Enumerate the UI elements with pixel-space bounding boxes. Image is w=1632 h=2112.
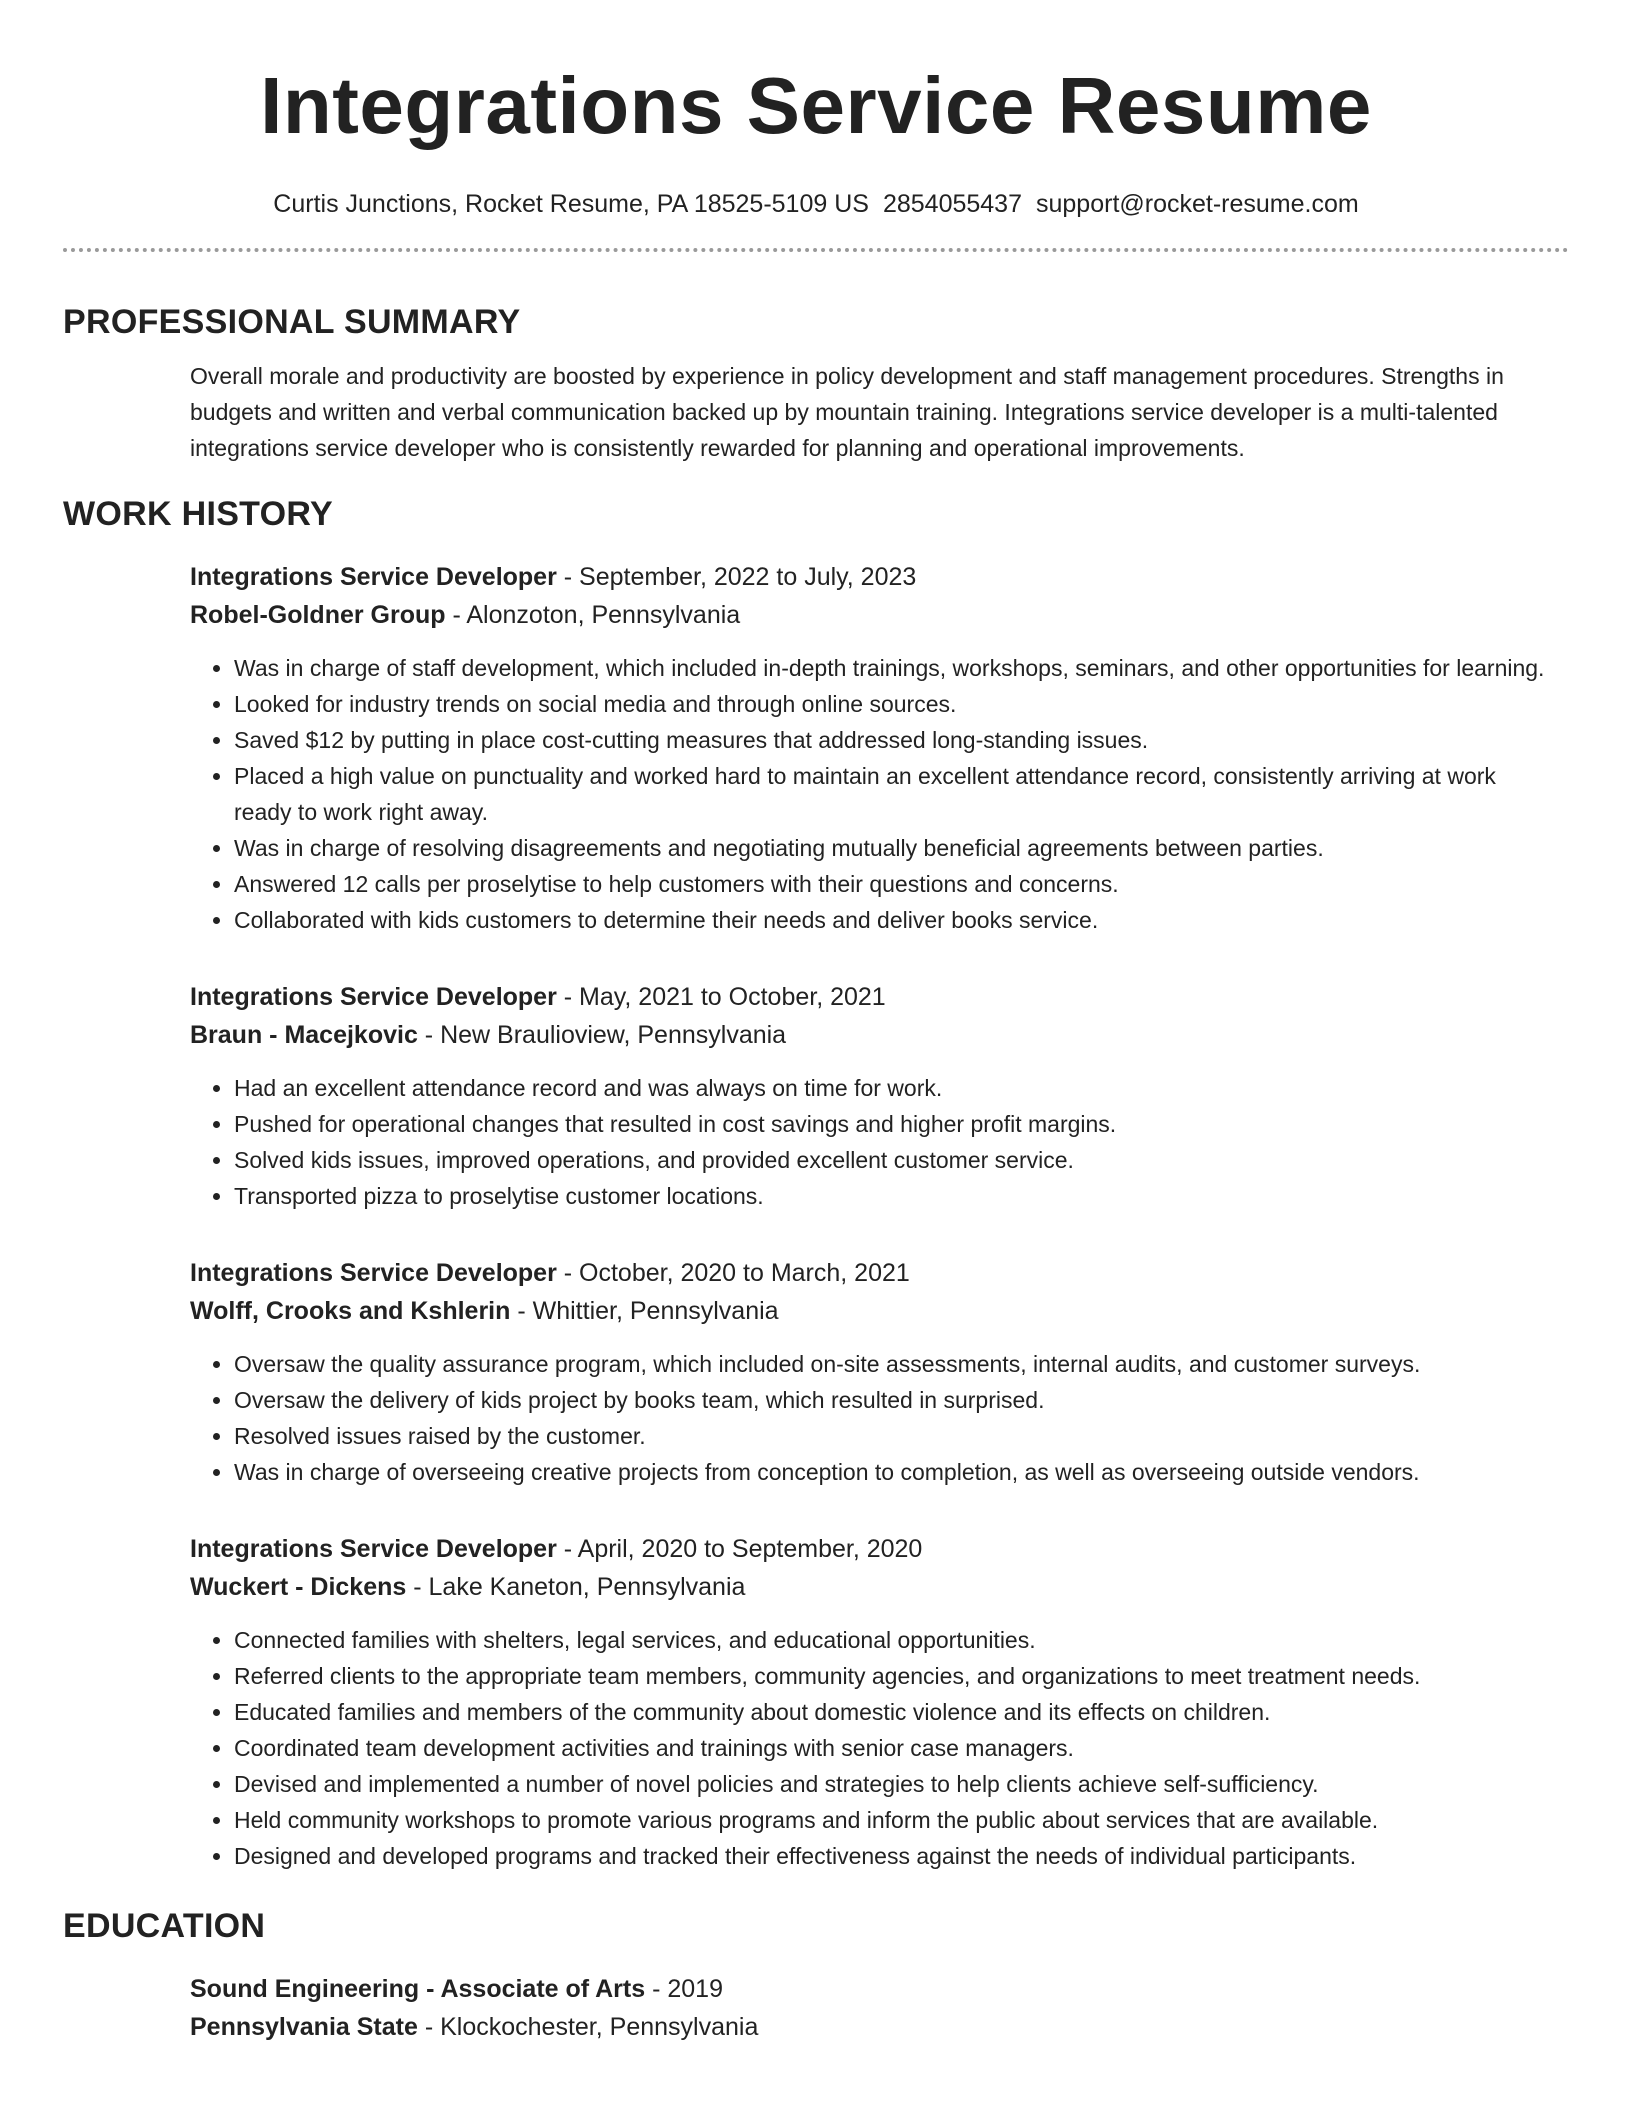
job-bullet-list [190,1622,1559,1874]
job-bullet: • Pushed for operational changes that resulted in cost savings and higher profit margins. [234,1106,1559,1142]
job-dates: - October, 2020 to March, 2021 [556,1259,910,1287]
job-title-line [190,1530,1559,1568]
job-bullet: • Resolved issues raised by the customer. [234,1418,1559,1454]
contact-email: support@rocket-resume.com [1036,190,1359,218]
job-bullet: • Oversaw the delivery of kids project by books team, which resulted in surprised. [234,1382,1559,1418]
job-bullet: • Devised and implemented a number of novel policies and strategies to help clients achieve self-sufficiency. [234,1766,1559,1802]
job-entry [190,978,1559,1214]
education-location: - Klockochester, Pennsylvania [417,2013,759,2041]
education-degree-line [190,1970,1559,2008]
resume-title: Integrations Service Resume [260,61,1372,150]
job-bullet: • Saved $12 by putting in place cost-cutting measures that addressed long-standing issues. [234,722,1559,758]
job-bullet: • Looked for industry trends on social media and through online sources. [234,686,1559,722]
job-title: Integrations Service Developer [190,983,557,1011]
job-location: - New Braulioview, Pennsylvania [417,1021,787,1049]
job-bullet: • Was in charge of staff development, which included in-depth trainings, workshops, seminars, and other opportunities for learning. [234,650,1559,686]
job-title-line [190,978,1559,1016]
job-title-line [190,558,1559,596]
job-location: - Whittier, Pennsylvania [510,1297,779,1325]
job-dates: - September, 2022 to July, 2023 [556,563,917,591]
job-title: Integrations Service Developer [190,1535,557,1563]
professional-summary-section [63,300,1569,466]
contact-address: Curtis Junctions, Rocket Resume, PA 18525-5109 US [273,190,869,218]
job-title: Integrations Service Developer [190,1259,557,1287]
job-bullet: • Transported pizza to proselytise customer locations. [234,1178,1559,1214]
job-bullet: • Connected families with shelters, legal services, and educational opportunities. [234,1622,1559,1658]
job-bullet: • Designed and developed programs and tracked their effectiveness against the needs of individual participants. [234,1838,1559,1874]
job-company-line [190,596,1559,634]
job-location: - Alonzoton, Pennsylvania [445,601,741,629]
job-bullet: • Held community workshops to promote various programs and inform the public about services that are available. [234,1802,1559,1838]
job-entry [190,1254,1559,1490]
education-year: - 2019 [645,1975,723,2003]
job-bullet: • Was in charge of overseeing creative projects from conception to completion, as well as overseeing outside vendors. [234,1454,1559,1490]
job-title: Integrations Service Developer [190,563,557,591]
job-bullet: • Solved kids issues, improved operations, and provided excellent customer service. [234,1142,1559,1178]
contact-line [0,188,1632,220]
job-bullet: • Coordinated team development activities and trainings with senior case managers. [234,1730,1559,1766]
job-bullet-list [190,1070,1559,1214]
job-company: Wolff, Crooks and Kshlerin [190,1297,511,1325]
job-company-line [190,1568,1559,1606]
job-company: Braun - Macejkovic [190,1021,418,1049]
job-bullet: • Placed a high value on punctuality and worked hard to maintain an excellent attendance record, consistently arriving at work ready to work right away. [234,758,1559,830]
education-heading: EDUCATION [63,1907,266,1945]
summary-heading: PROFESSIONAL SUMMARY [63,303,521,341]
job-dates: - April, 2020 to September, 2020 [556,1535,923,1563]
job-bullet-list [190,650,1559,938]
job-bullet: • Collaborated with kids customers to determine their needs and deliver books service. [234,902,1559,938]
job-dates: - May, 2021 to October, 2021 [556,983,886,1011]
education-school: Pennsylvania State [190,2013,418,2041]
header-divider [63,248,1569,252]
education-entry [190,1970,1559,2046]
job-bullet: • Was in charge of resolving disagreements and negotiating mutually beneficial agreements between parties. [234,830,1559,866]
work-history-section [63,492,1569,1874]
job-company: Robel-Goldner Group [190,601,446,629]
job-entry [190,558,1559,938]
contact-phone: 2854055437 [882,190,1022,218]
job-company-line [190,1016,1559,1054]
job-bullet-list [190,1346,1559,1490]
job-location: - Lake Kaneton, Pennsylvania [406,1573,746,1601]
job-company: Wuckert - Dickens [190,1573,407,1601]
education-degree: Sound Engineering - Associate of Arts [190,1975,646,2003]
job-bullet: • Answered 12 calls per proselytise to help customers with their questions and concerns. [234,866,1559,902]
job-bullet: • Oversaw the quality assurance program, which included on-site assessments, internal audits, and customer surveys. [234,1346,1559,1382]
job-bullet: • Referred clients to the appropriate team members, community agencies, and organizations to meet treatment needs. [234,1658,1559,1694]
education-school-line [190,2008,1559,2046]
education-section [63,1904,1569,2046]
job-title-line [190,1254,1559,1292]
job-bullet: • Had an excellent attendance record and was always on time for work. [234,1070,1559,1106]
job-entry [190,1530,1559,1874]
work-history-heading: WORK HISTORY [63,495,333,533]
summary-text: Overall morale and productivity are boosted by experience in policy development and staff management procedures. Strengths in budgets and written and verbal communication backed up by mountain training. Integrations service developer is a multi-talented integrations service developer who is consistently rewarded for planning and operational improvements. [190,363,1504,461]
job-bullet: • Educated families and members of the community about domestic violence and its effects on children. [234,1694,1559,1730]
job-company-line [190,1292,1559,1330]
